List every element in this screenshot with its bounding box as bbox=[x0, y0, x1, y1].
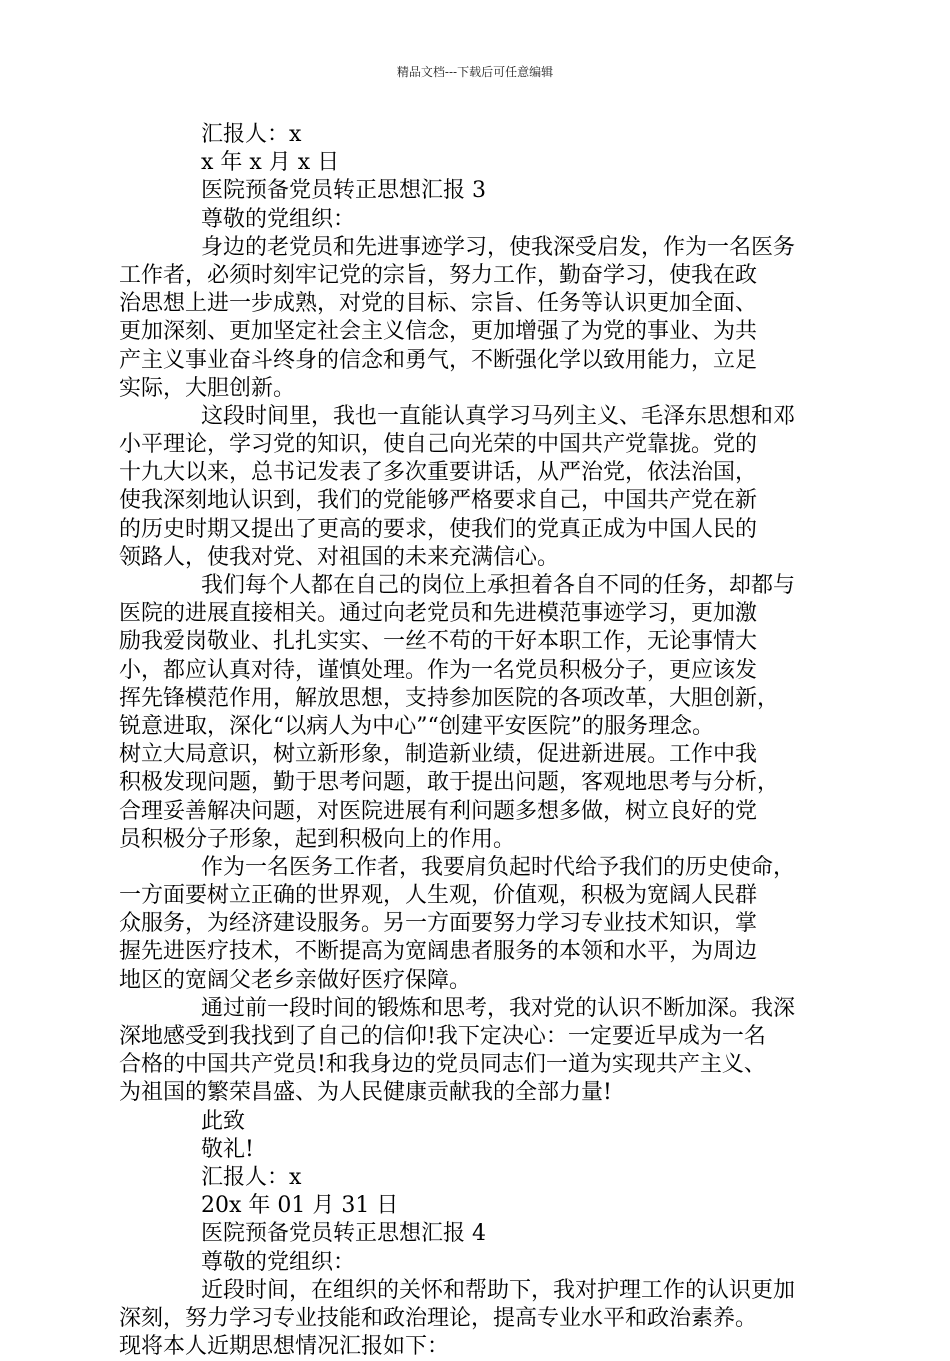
paragraph-3 bbox=[119, 572, 831, 854]
paragraph-line: 合理妥善解决问题，对医院进展有利问题多想多做，树立良好的党 bbox=[119, 798, 758, 824]
paragraph-line: 深地感受到我找到了自己的信仰!我下定决心：一定要近早成为一名 bbox=[119, 1024, 766, 1049]
reporter-line: 汇报人：x bbox=[201, 1164, 302, 1190]
paragraph-line: 十九大以来，总书记发表了多次重要讲话，从严治党，依法治国， bbox=[119, 460, 758, 486]
report-block-mid bbox=[119, 1108, 831, 1277]
paragraph-line: 的历史时期又提出了更高的要求，使我们的党真正成为中国人民的 bbox=[119, 516, 758, 542]
paragraph-line: 合格的中国共产党员!和我身边的党员同志们一道为实现共产主义、 bbox=[119, 1052, 766, 1078]
paragraph-line: 小平理论，学习党的知识，使自己向光荣的中国共产党靠拢。党的 bbox=[119, 432, 758, 458]
paragraph-line: 这段时间里，我也一直能认真学习马列主义、毛泽东思想和邓 bbox=[201, 403, 796, 429]
report-title: 医院预备党员转正思想汇报 3 bbox=[201, 178, 486, 204]
paragraph-5 bbox=[119, 995, 831, 1108]
paragraph-line: 我们每个人都在自己的岗位上承担着各自不同的任务，却都与 bbox=[201, 573, 796, 598]
paragraph-line: 领路人，使我对党、对祖国的未来充满信心。 bbox=[119, 544, 560, 570]
paragraph-line: 通过前一段时间的锻炼和思考，我对党的认识不断加深。我深 bbox=[201, 995, 796, 1021]
regards-line: 敬礼! bbox=[201, 1136, 254, 1162]
paragraph-line: 为祖国的繁荣昌盛、为人民健康贡献我的全部力量! bbox=[119, 1080, 612, 1106]
paragraph-line: 工作者，必须时刻牢记党的宗旨，努力工作，勤奋学习，使我在政 bbox=[119, 262, 758, 288]
date-line: 20x 年 01 月 31 日 bbox=[201, 1193, 399, 1219]
paragraph-line: 产主义事业奋斗终身的信念和勇气，不断强化学以致用能力，立足 bbox=[119, 347, 758, 373]
salutation: 尊敬的党组织： bbox=[201, 1249, 356, 1275]
paragraph-line: 实际，大胆创新。 bbox=[119, 375, 296, 401]
paragraph-final bbox=[119, 1277, 831, 1361]
paragraph-line: 握先进医疗技术，不断提高为宽阔患者服务的本领和水平，为周边 bbox=[119, 939, 758, 965]
paragraph-line: 锐意进取，深化“以病人为中心”“创建平安医院”的服务理念。 bbox=[119, 713, 714, 739]
paragraph-line: 现将本人近期思想情况汇报如下： bbox=[119, 1334, 450, 1360]
reporter-line: 汇报人：x bbox=[201, 122, 302, 147]
paragraph-line: 作为一名医务工作者，我要肩负起时代给予我们的历史使命， bbox=[201, 854, 796, 880]
paragraph-line: 树立大局意识，树立新形象，制造新业绩，促进新进展。工作中我 bbox=[119, 742, 758, 768]
report-title: 医院预备党员转正思想汇报 4 bbox=[201, 1221, 486, 1247]
paragraph-line: 使我深刻地认识到，我们的党能够严格要求自己，中国共产党在新 bbox=[119, 488, 758, 514]
paragraph-2 bbox=[119, 403, 831, 572]
paragraph-line: 励我爱岗敬业、扎扎实实、一丝不苟的干好本职工作，无论事情大 bbox=[119, 629, 758, 655]
paragraph-line: 一方面要树立正确的世界观，人生观，价值观，积极为宽阔人民群 bbox=[119, 883, 758, 909]
paragraph-line: 地区的宽阔父老乡亲做好医疗保障。 bbox=[119, 967, 472, 993]
paragraph-4 bbox=[119, 854, 831, 995]
paragraph-line: 治思想上进一步成熟，对党的目标、宗旨、任务等认识更加全面、 bbox=[119, 291, 758, 317]
paragraph-line: 更加深刻、更加坚定社会主义信念，更加增强了为党的事业、为共 bbox=[119, 319, 758, 345]
paragraph-line: 积极发现问题，勤于思考问题，敢于提出问题，客观地思考与分析， bbox=[119, 770, 780, 796]
paragraph-line: 众服务，为经济建设服务。另一方面要努力学习专业技术知识，掌 bbox=[119, 911, 758, 937]
date-line: x 年 x 月 x 日 bbox=[201, 150, 340, 176]
paragraph-1 bbox=[119, 234, 831, 403]
closing-line: 此致 bbox=[201, 1108, 246, 1134]
paragraph-line: 挥先锋模范作用，解放思想，支持参加医院的各项改革，大胆创新， bbox=[119, 685, 780, 711]
document-body bbox=[119, 121, 831, 1361]
paragraph-line: 深刻，努力学习专业技能和政治理论，提高专业水平和政治素养。 bbox=[119, 1305, 758, 1331]
paragraph-line: 小，都应认真对待，谨慎处理。作为一名党员积极分子，更应该发 bbox=[119, 657, 758, 683]
report-block-top bbox=[119, 121, 831, 234]
page-header: 精品文档---下载后可任意编辑 bbox=[396, 65, 554, 79]
paragraph-line: 身边的老党员和先进事迹学习，使我深受启发，作为一名医务 bbox=[201, 234, 796, 260]
paragraph-line: 医院的进展直接相关。通过向老党员和先进模范事迹学习，更加激 bbox=[119, 601, 758, 627]
paragraph-line: 近段时间，在组织的关怀和帮助下，我对护理工作的认识更加 bbox=[201, 1277, 796, 1303]
salutation: 尊敬的党组织： bbox=[201, 206, 356, 232]
paragraph-line: 员积极分子形象，起到积极向上的作用。 bbox=[119, 826, 516, 852]
